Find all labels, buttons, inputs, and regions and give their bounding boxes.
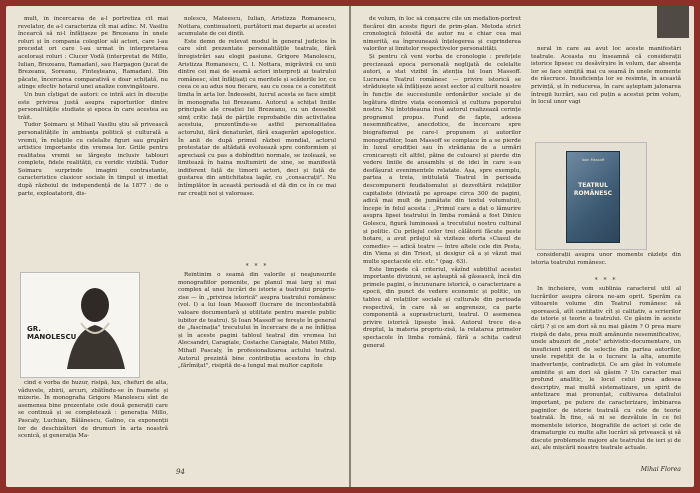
paragraph: neral în care au avut loc aceste manifestări teatrale. Aceasta nu înseamnă că considerații istorice lipsesc cu desăvîrșire în volum, dar absența lor se face simțită mai cu seamă în unele momente de răscruce. Insuficiența lor se resimte, în această privință, și în reducerea, în care așteptam jalonarea întregii lucrări, sau cel puțin a acestui prim volum, în locul unor vagi [531, 46, 681, 106]
paragraph: Reîntînim o seamă din valorile și neajunsurile monografiilor pomenite, pe planul mai larg și mai complex al unei lucrări de istorie a teatrului propriu-zise — în „privirea istorică" asupra teatrului românesc (vol. I) a lui Ioan Massoff (lucrare de incontestabilă valoare documentară și utilitate pentru marele public iubitor de teatru). Și Ioan Massoff se ferește în general de „fascinația" trecutului în încercare de a ne înfățișa și în aceste pagini tabloul teatral din vremea lui Alecsandri, Caragiale, Costache Caragiale, Matei Millo, Mihail Pascaly, în profesionalizarea actului teatral. Autorul prezintă bine contribuția acestora în chip „fărîmițat", risipită de-a lungul mai multor capitole [178, 272, 336, 370]
paragraph: Și pentru că veni vorba de cronologie : prefețele precizează epoca personală neglijată de celelalte autori, a stat vizibil în atenția lui Ioan Massoff. Lucrarea Teatrul românesc — privire istorică se străduiește să înfățișeze acest sector al culturii noastre în funcție de succesiunile ordonărilor sociale și de legătura dintre viața economică și cultura poporului nostru. Nu întotdeauna însă autorul realizează cerințe programul propus. Fund de fapte, adesea nesemnificative, anecdotice, de încercare spre biografismul pe care-l propunem și autorilor monografiilor, Ioan Massoff se complace în a se pierde în luxul erudiției sau în strădania de a urmări cronicarești cît altfel, păine de culoare) și pierde din vedere liniile de ansamblu și de idei în care s-au desfășurat evenimentele relatate. Așa, spre exemplu, partea a treia, intitulată Teatrul în perioada descompunerii feudalismului și dezvoltării relațiilor capitaliste (divizată pe aproape circa 300 de pagini, adică mai mult de jumătate din textul volumului), începe în felul acesta : „Primul care a dat o lămurire asupra lipsei teatrului în limba română a fost Dinicu Golescu, figură luminoasă a trecutului nostru cultural și politic. Cu prilejul celor trei călătorii făcute peste hotare, a avut prilejul să viziteze oferta «Ciasul de comedie» — adică teatre — între altele cele din Pesta, din Viena și din Triest, și desigur că a și văzut mai multe spectacole etc. etc." (pag. 63). [363, 53, 521, 265]
page-number: 94 [176, 468, 185, 476]
right-column-2-bottom [531, 286, 681, 466]
paragraph: de volum, în loc să conșacre cile un medalion-portret fiecărei din aceste figuri de prim-plan. Metoda strict cronologică folosită de autor nu e chiar cea mai nimerită, ea îngreunează înțelegerea și cuprinderea valorilor și limitelor respectivelor personalități. [363, 16, 521, 53]
paragraph: În încheiere, vom sublinia caracterul util al lucrărilor asupra cărora ne-am oprit. Sperăm ca viitoarele volume din Teatrul românesc să sporească, atît cantitativ cît și calitativ, a scrierilor de istorie și teorie a teatrului. Ce găsim în aceste cărți ? și ce am dori să nu mai găsim ? O prea mare risipă de date, prea mult amănunte nesemnificative, unele abuzuri de „note" arhivistic-documentare, un insuficient spirit de selecție din partea autorilor, unele repetiții de la o lucrare la alta, anumite inadvertențe, contradicții. Ce am găsi în volumele amintite și am dori să găsim ? Un caracter mai profund analitic, le locul celui prea adesea descriptiv, mai multă sistematizare, un spirit de antetizare mai pronunțat, cultivarea detaliului important, pe putere de caracterizare, îmbinarea paginilor de istorie teatrală cu cele de teorie teatrală. În fine, să ni se dezvăluie în ce fel momentele istorice, biografiile de actori și cele de dramaturgie cu multe alte lucrări să privească și să discute problemele majore ale teatrului de ieri și de azi, ale mișcării noastre teatrale actuale. [531, 286, 681, 452]
section-separator: * * * [594, 277, 618, 284]
right-column-2-top [531, 46, 681, 140]
book-cover-photo [535, 142, 647, 250]
right-column-2-middle [531, 252, 681, 274]
paragraph: Este demn de relevat modul în general judicios în care sînt prezentate personalitățile teatrale, fără înregistrări sau elogii pasiune. Grigore Manolescu, Aristizza Romanescu, C. I. Nottara, migrăviră cu unii dintre cei mai de seamă actori interpreți ai teatrului românesc, sînt înfățișați cu meritele și scăderile lor, cu ceea ce au adus nou fiecare, sau cu ceea ce a constituit limita în arta lor. Îndeosebi, lucrul acesta se face simțit în monografia lui Brezeanu. Autorul a schițat liniile principale ale creației lui Brezeanu, cu un deosebit simț critic față de părțile reprobabile din activitatea acestuia, prezentîndu-se astfel personalitatea actorului, fără denaturări, fără exagerări apologetice. În anii de după primul război mondial, actorul protestatar de altădată evoluează spre conformism și apreciază cu pas a dobînditei normale, se izolează, se limitează în haina multumirii de sine, se manifestă indiferent față de timorii actori, deci și față de gustarea din antichitatea lagăr, cu „consacrații". Nu întîmplător în această perioadă el dă din ce în ce mai rar creații noi și valoroase. [178, 38, 336, 197]
left-column-2-bottom [178, 272, 336, 456]
paragraph: Tudor Șoimaru și Mihail Vasiliu știu să privească personalitățile în ambianța politică și culturală a vremii, în relațiile cu celelalte figuri sau grupări artistice importante din vremea lor. Griile pentru realitatea vremii se lărgește inclusiv tablouri complete, fidele realității, cu veridic vizibilă. Tudor Șoimaru surprinde imagini contrastante, caracteristice clasicor sociale în timpul și imediat după războiul de independență de la 1877 : de o parte, exploatatorii, dis- [18, 122, 168, 197]
portrait-photo [20, 272, 140, 378]
paragraph: Un bun cîștigat de autori: ce intră aici în discuție este privirea justă asupra raporturilor dintre personalitățile studiate și epoca în care acestea au trăit. [18, 91, 168, 121]
corner-tab [657, 6, 689, 38]
author-signature: Mihai Florea [640, 466, 681, 473]
book-title: TEATRUL ROMÂNESC [573, 182, 613, 197]
paragraph: Este limpede că criteriul, văzînd subtitlul acestei importante diviziuni, se așteaptă să găsească, încă din primele pagini, o încununare istorică, o caracterizare a epocii, din punct de vedere economic și politic, un tablou al relațiilor sociale și culturale din perioada respectivă, în care să se angreneze, ca parte componentă a suprastructurii, teatrul. O asemenea privire istorică lipsește însă. Autorul trece de-a dreptul, la materia propriu-zisă, la relatarea primelor spectacole în limba română, fără a schița cadrul general [363, 266, 521, 349]
paragraph: nolescu, Mateescu, Iulian, Aristizza Romanescu, Nottara, continuatorii, purtătorii mai departe ai acestei acumulate de cei dintîi. [178, 16, 336, 38]
section-separator: * * * [245, 263, 269, 270]
left-column-1 [18, 16, 168, 268]
right-page [351, 6, 694, 487]
left-column-2 [178, 16, 336, 256]
paragraph: cînd e vorba de huzur, risipă, lux, chefuri de alta, văduvele, zbirii, arcuri, zbătîndu-se în foamete și mizerie. În monografia Grigore Manolescu sînt de asemenea bine prezentate cele două generații care se continuă și se completează : generația Millo, Pascaly, Luchian, Bălănescu, Galino, ca exponenții lor de deschizători de drumuri în arta noastră scenică, și generația Ma- [18, 380, 168, 440]
paragraph: mult, în încercarea de a-l portretiza cît mai revelator, de a-l caracteriza cît mai adînc. M. Vasiliu încearcă să ni-l înfățișeze pe Brezeanu în unele roluri și în compania colegilor săi actori, care l-au precedat ori care l-au urmat în interpretarea acelorași roluri : Clucer Vodă (interpretat de Millo, Iulian, Brezeanu, Ramadan), sau Harpagon (jucat de Brezeanu, Soreanu, Finteșteanu, Ramadan). Din păcate, încercarea comparativă e doar schițată, nu atinge efectiv hotarul unei analize convingătoare. [18, 16, 168, 91]
paragraph: considerații asupra unor momente răzlețe din istoria teatrului românesc. [531, 252, 681, 266]
photo-caption: GR. MANOLESCU [27, 325, 77, 341]
book-author: Ioan Massoff [581, 158, 605, 162]
book-cover [566, 151, 620, 243]
left-column-1-bottom [18, 380, 168, 456]
right-column-1 [363, 16, 521, 478]
left-page [6, 6, 349, 487]
